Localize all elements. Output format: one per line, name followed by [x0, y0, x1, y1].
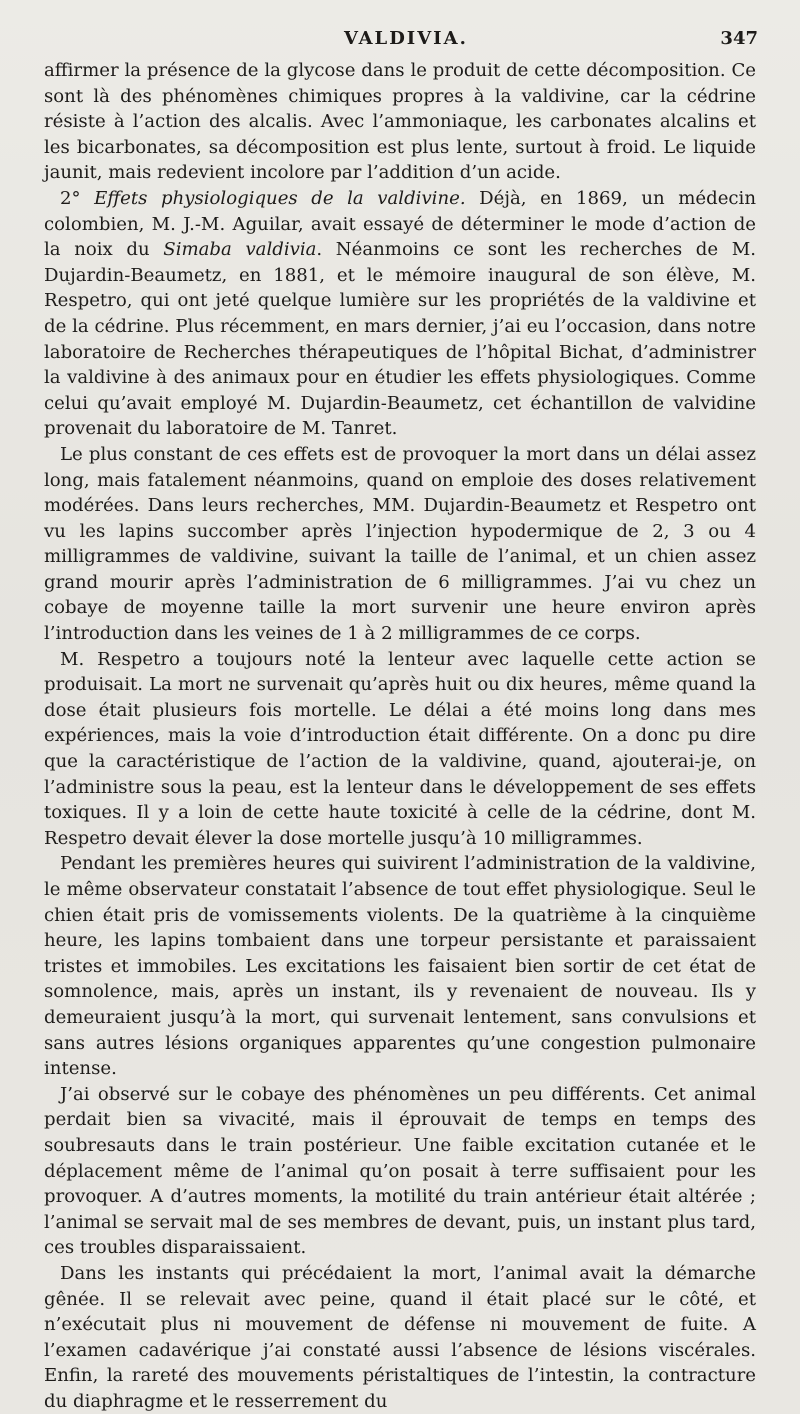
page-number: 347 — [720, 28, 758, 49]
page-header — [44, 28, 756, 58]
paragraph-4 — [44, 647, 756, 852]
paragraph-text: Déjà, en 1869, un médecin colombien, M. J.-M. Aguilar, avait essayé de déterminer le mode d’action de la noix du — [44, 187, 756, 261]
paragraph-text: affirmer la présence de la glycose dans le produit de cette décomposition. Ce sont là des phénomènes chimiques propres à la valdivine, car la cédrine résiste à l’action des alcalis. Avec l’ammoniaque, les carbonates alcalins et les bicarbonates, sa décomposition est plus lente, surtout à froid. Le liquide jaunit, mais redevient incolore par l’addition d’un acide. — [44, 60, 756, 184]
paragraph-text: Le plus constant de ces effets est de provoquer la mort dans un délai assez long, mais fatalement néanmoins, quand on emploie des doses relativement modérées. Dans leurs recherches, MM. Dujardin-Beaumetz et Respetro ont vu les lapins succomber après l’injection hypodermique de 2, 3 ou 4 milligrammes de valdivine, suivant la taille de l’animal, et un chien assez grand mourir après l’administration de 6 milligrammes. J’ai vu chez un cobaye de moyenne taille la mort survenir une heure environ après l’introduction dans les veines de 1 à 2 milligrammes de ce corps. — [44, 443, 756, 645]
body-text — [44, 58, 756, 1414]
species-name: Simaba valdivia — [163, 239, 317, 261]
paragraph-7 — [44, 1261, 756, 1414]
paragraph-6 — [44, 1082, 756, 1261]
paragraph-3 — [44, 442, 756, 647]
section-number: 2° — [60, 187, 95, 209]
paragraph-2 — [44, 186, 756, 442]
paragraph-text: Dans les instants qui précédaient la mort, l’animal avait la démarche gênée. Il se relevait avec peine, quand il était placé sur le côté, et n’exécutait plus ni mouvement de défense ni mouvement de fuite. A l’examen cadavérique j’ai constaté aussi l’absence de lésions viscérales. Enfin, la rareté des mouvements péristaltiques de l’intestin, la contracture du diaphragme et le resserrement du — [44, 1262, 756, 1412]
paragraph-text: J’ai observé sur le cobaye des phénomènes un peu différents. Cet animal perdait bien sa vivacité, mais il éprouvait de temps en temps des soubresauts dans le train postérieur. Une faible excitation cutanée et le déplacement même de l’animal qu’on posait à terre suffisaient pour les provoquer. A d’autres moments, la motilité du train antérieur était altérée ; l’animal se servait mal de ses membres de devant, puis, un instant plus tard, ces troubles disparaissaient. — [44, 1083, 756, 1259]
paragraph-5 — [44, 851, 756, 1081]
paragraph-text: . Néanmoins ce sont les recherches de M. Dujardin-Beaumetz, en 1881, et le mémoire inaugural de son élève, M. Respetro, qui ont jeté quelque lumière sur les propriétés de la valdivine et de la cédrine. Plus récemment, en mars dernier, j’ai eu l’occasion, dans notre laboratoire de Recherches thérapeutiques de l’hôpital Bichat, d’administrer la valdivine à des animaux pour en étudier les effets physiologiques. Comme celui qu’avait employé M. Dujardin-Beaumetz, cet échantillon de valvidine provenait du laboratoire de M. Tanret. — [44, 239, 757, 440]
paragraph-text: Pendant les premières heures qui suivirent l’administration de la valdivine, le même observateur constatait l’absence de tout effet physiologique. Seul le chien était pris de vomissements violents. De la quatrième à la cinquième heure, les lapins tombaient dans une torpeur persistante et paraissaient tristes et immobiles. Les excitations les faisaient bien sortir de cet état de somnolence, mais, après un instant, ils y revenaient de nouveau. Ils y demeuraient jusqu’à la mort, qui survenait lentement, sans convulsions et sans autres lésions organiques apparentes qu’une congestion pulmonaire intense. — [44, 853, 756, 1080]
paragraph-1 — [44, 58, 756, 186]
section-heading: Effets physiologiques de la valdivine. — [94, 187, 466, 209]
running-title: VALDIVIA. — [344, 28, 468, 49]
paragraph-text: M. Respetro a toujours noté la lenteur avec laquelle cette action se produisait. La mort ne survenait qu’après huit ou dix heures, même quand la dose était plusieurs fois mortelle. Le délai a été moins long dans mes expériences, mais la voie d’introduction était différente. On a donc pu dire que la caractéristique de l’action de la valdivine, quand, ajouterai-je, on l’administre sous la peau, est la lenteur dans le développement de ses effets toxiques. Il y a loin de cette haute toxicité à celle de la cédrine, dont M. Respetro devait élever la dose mortelle jusqu’à 10 milligrammes. — [44, 648, 756, 849]
